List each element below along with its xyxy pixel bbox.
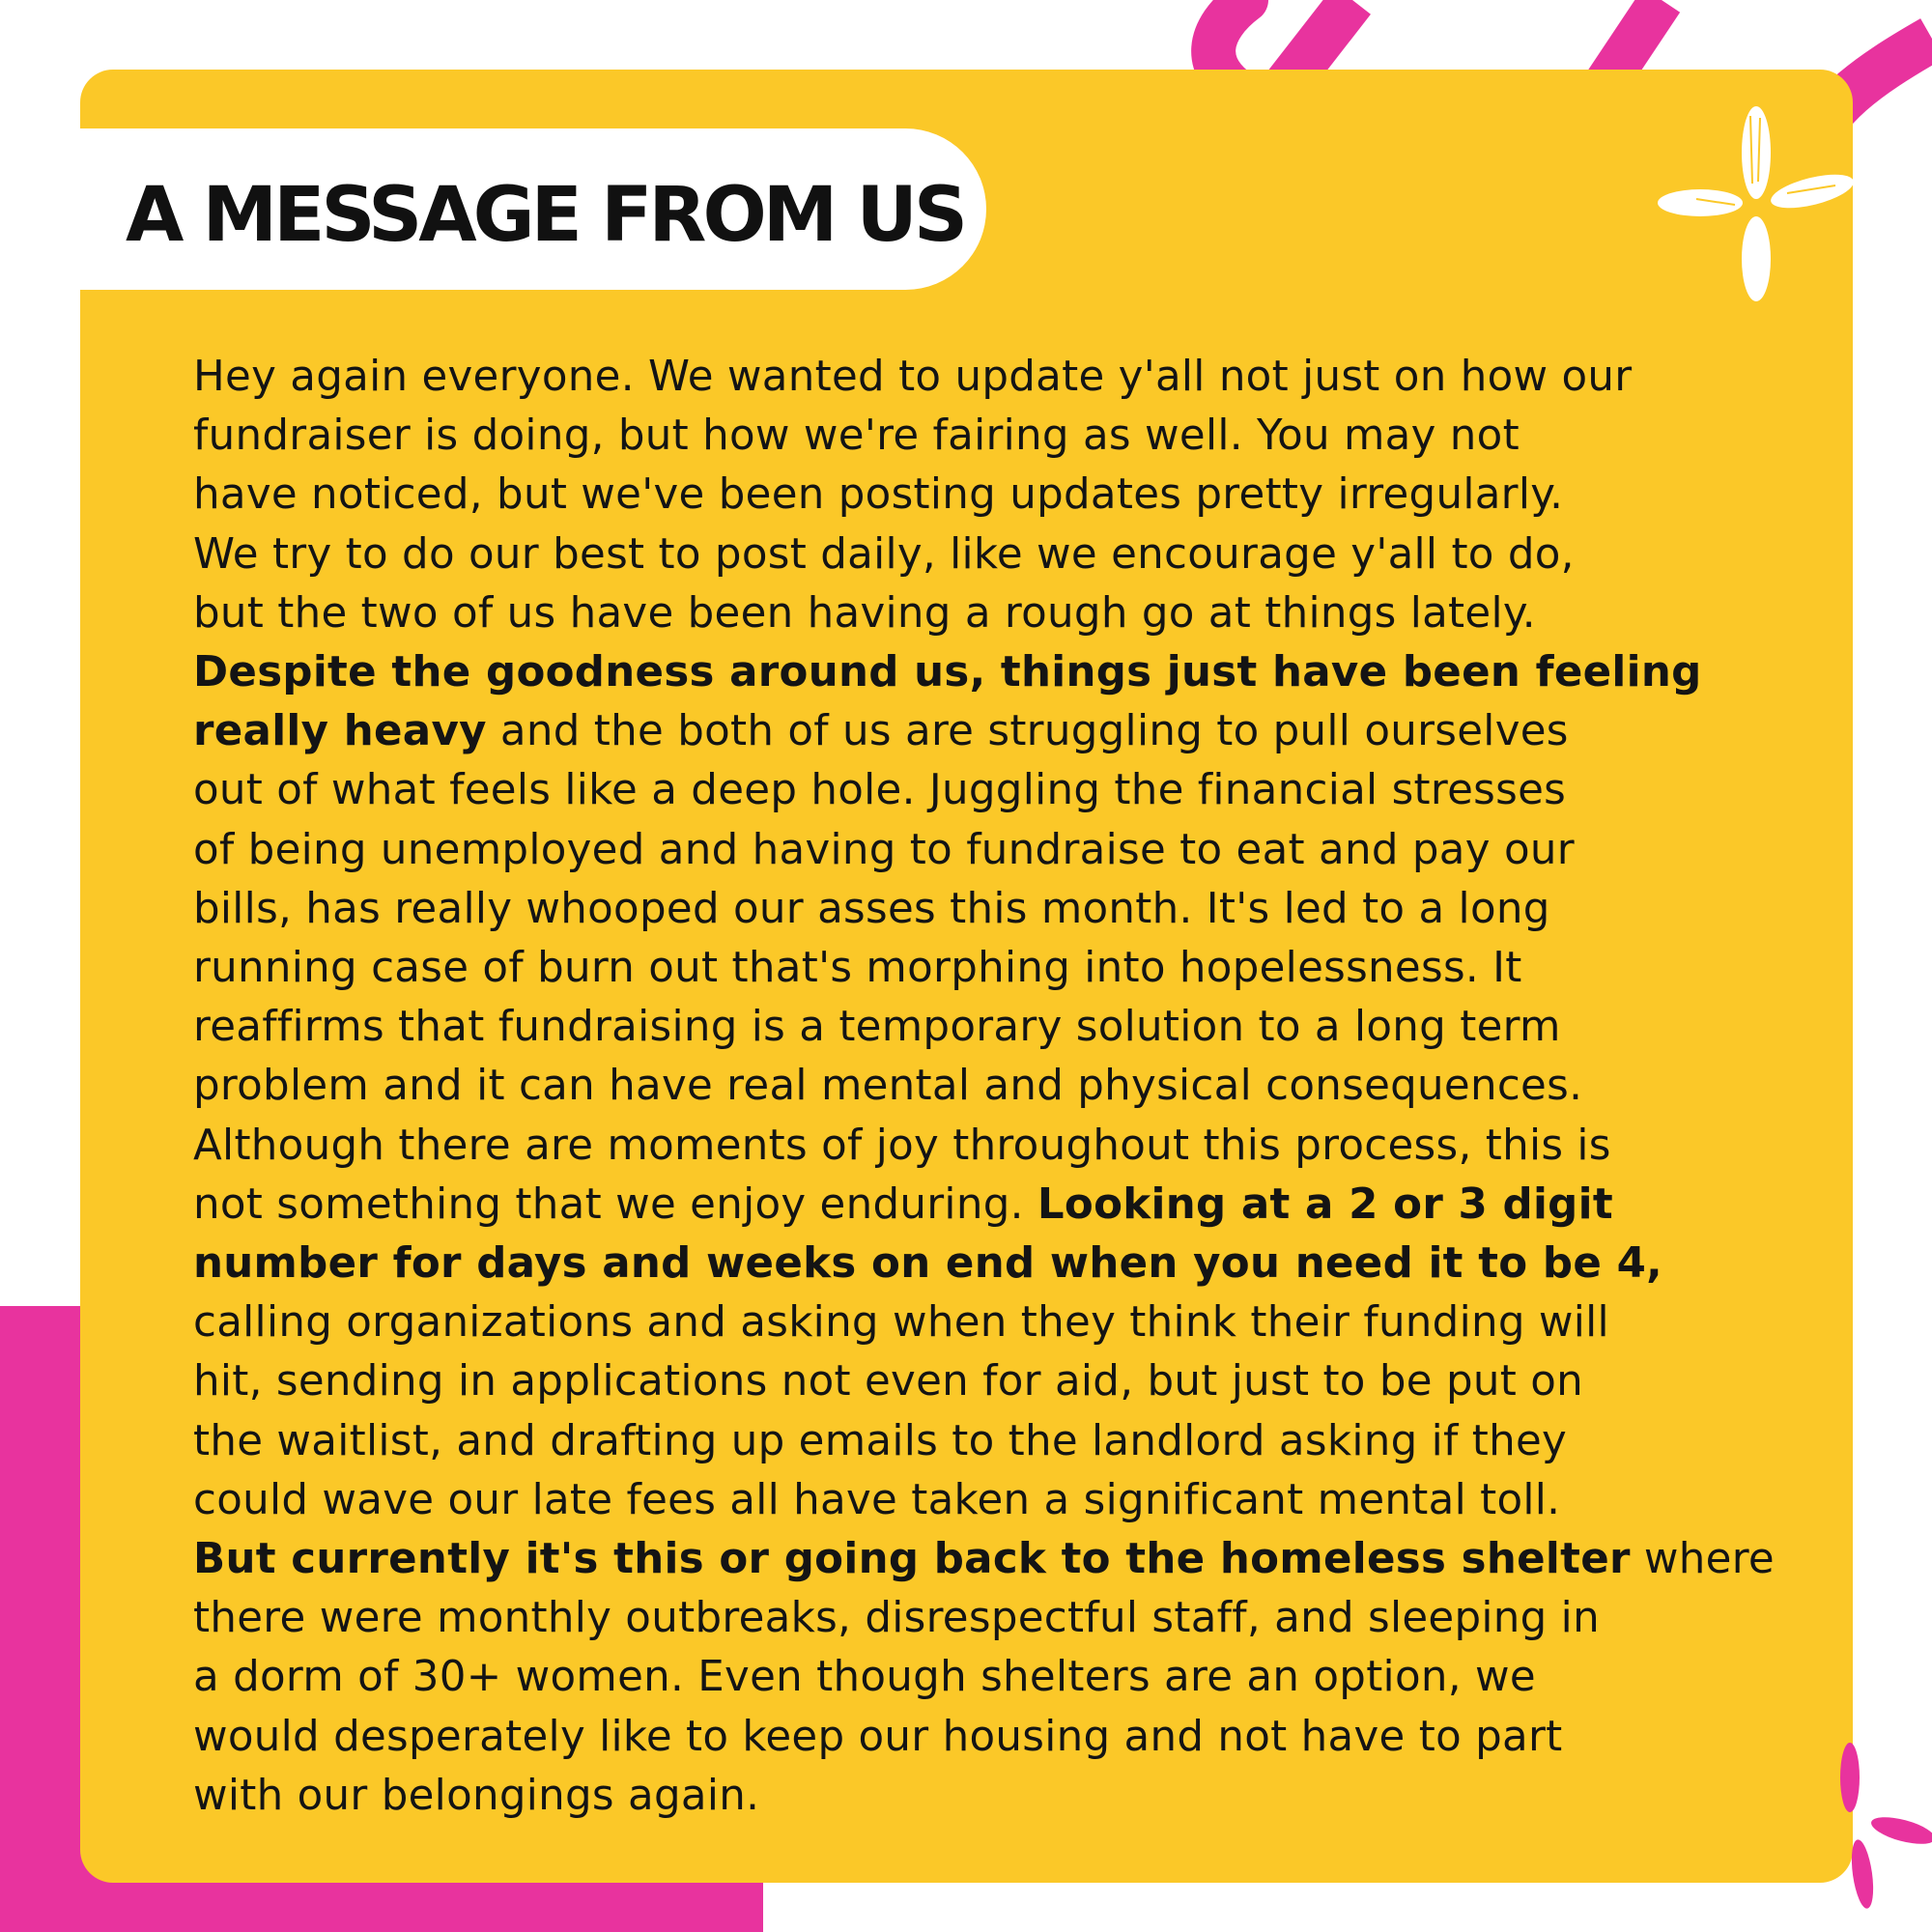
message-line [193, 1057, 1855, 1116]
page-title: A MESSAGE FROM US [126, 172, 965, 259]
message-line [193, 407, 1855, 466]
text-segment: Hey again everyone. We wanted to update y'all not just on how our [193, 353, 1633, 401]
text-segment: calling organizations and asking when they think their funding will [193, 1298, 1609, 1348]
message-line [193, 1352, 1855, 1411]
message-body [193, 348, 1855, 1826]
bold-text-segment: number for days and weeks on end when you need it to be 4, [193, 1239, 1662, 1289]
message-line [193, 1530, 1855, 1589]
text-segment: have noticed, but we've been posting updates pretty irregularly. [193, 470, 1564, 520]
message-line [193, 348, 1855, 407]
text-segment: not something that we enjoy enduring. [193, 1179, 1037, 1229]
message-line [193, 880, 1855, 939]
text-segment: reaffirms that fundraising is a temporary solution to a long term [193, 1003, 1561, 1052]
message-line [193, 584, 1855, 643]
text-segment: would desperately like to keep our housing and not have to part [193, 1712, 1563, 1761]
message-line [193, 526, 1855, 584]
text-segment: but the two of us have been having a rough go at things lately. [193, 588, 1536, 638]
text-segment: Although there are moments of joy throughout this process, this is [193, 1121, 1611, 1170]
bold-text-segment: really heavy [193, 707, 487, 756]
bold-text-segment: But currently it's this or going back to the homeless shelter [193, 1535, 1631, 1584]
message-line [193, 821, 1855, 880]
message-line [193, 1412, 1855, 1471]
text-segment: bills, has really whooped our asses this month. It's led to a long [193, 884, 1550, 933]
text-segment: fundraiser is doing, but how we're fairing as well. You may not [193, 412, 1520, 461]
message-line [193, 1648, 1855, 1707]
message-line [193, 939, 1855, 998]
text-segment: of being unemployed and having to fundraise to eat and pay our [193, 825, 1575, 874]
text-segment: with our belongings again. [193, 1771, 760, 1820]
text-segment: out of what feels like a deep hole. Juggling the financial stresses [193, 766, 1567, 815]
text-segment: there were monthly outbreaks, disrespectful staff, and sleeping in [193, 1594, 1600, 1643]
text-segment: could wave our late fees all have taken a significant mental toll. [193, 1475, 1561, 1524]
sparkle-icon [1642, 97, 1864, 309]
message-line [193, 466, 1855, 525]
message-line [193, 1471, 1855, 1530]
text-segment: where [1630, 1535, 1775, 1584]
bold-text-segment: Despite the goodness around us, things just have been feeling [193, 648, 1702, 697]
message-line [193, 1589, 1855, 1648]
message-line [193, 998, 1855, 1057]
message-line [193, 1767, 1855, 1826]
message-line [193, 702, 1855, 761]
message-line [193, 1293, 1855, 1352]
message-line [193, 1176, 1855, 1235]
text-segment: running case of burn out that's morphing into hopelessness. It [193, 944, 1522, 993]
text-segment: a dorm of 30+ women. Even though shelters are an option, we [193, 1653, 1536, 1702]
text-segment: problem and it can have real mental and physical consequences. [193, 1062, 1583, 1111]
text-segment: We try to do our best to post daily, like we encourage y'all to do, [193, 529, 1575, 579]
bold-text-segment: Looking at a 2 or 3 digit [1037, 1179, 1613, 1229]
text-segment: the waitlist, and drafting up emails to the landlord asking if they [193, 1416, 1568, 1465]
message-line [193, 1117, 1855, 1176]
message-line [193, 1235, 1855, 1293]
text-segment: hit, sending in applications not even for aid, but just to be put on [193, 1357, 1583, 1406]
message-line [193, 1708, 1855, 1767]
message-line [193, 761, 1855, 820]
text-segment: and the both of us are struggling to pull ourselves [486, 707, 1569, 756]
message-line [193, 643, 1855, 702]
